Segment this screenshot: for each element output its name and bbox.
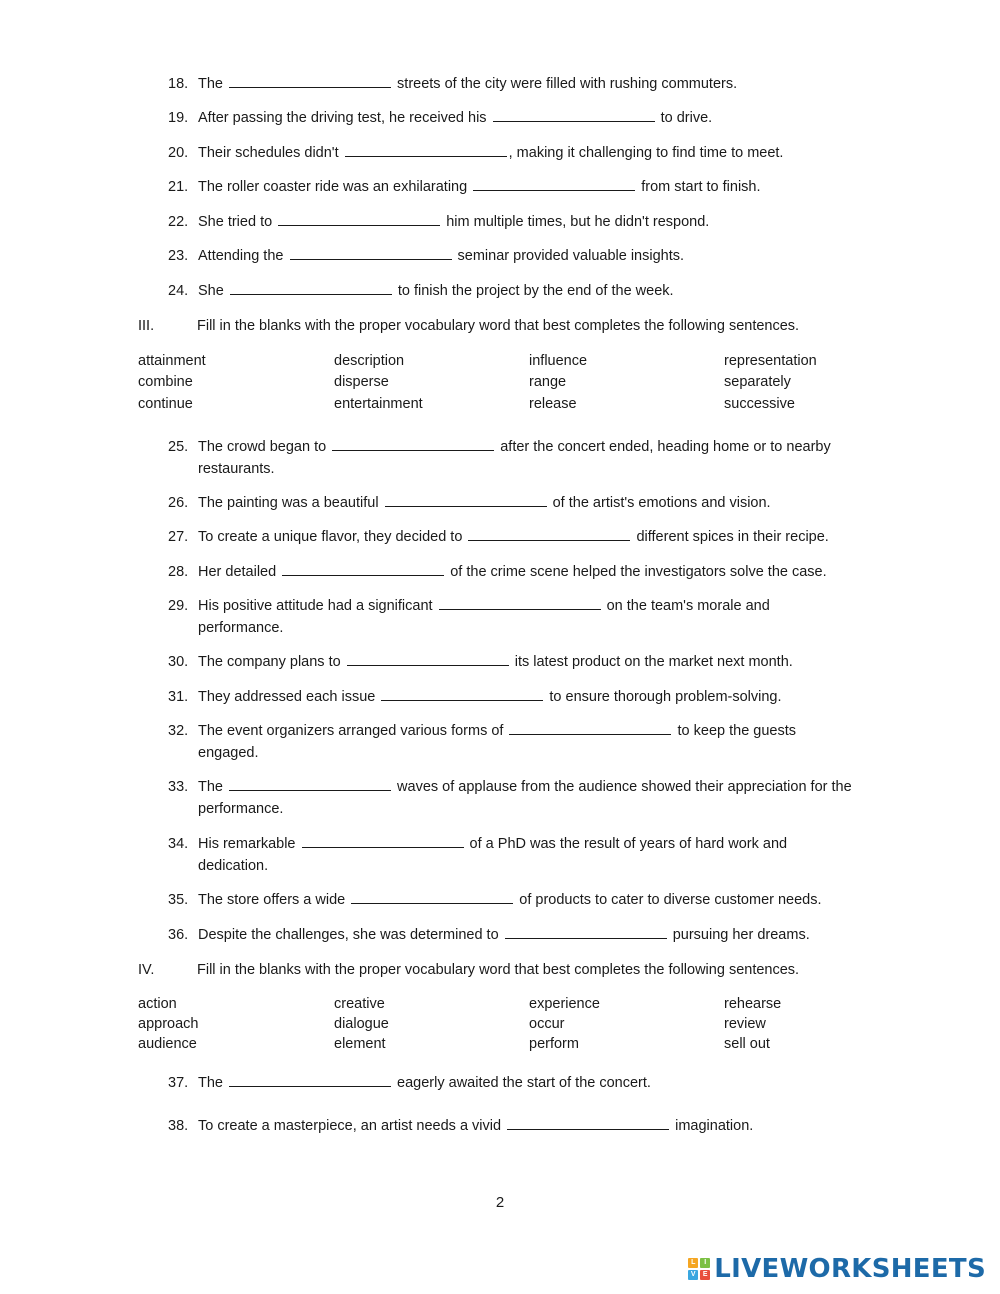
question-33: [168, 777, 858, 820]
answer-blank[interactable]: [473, 177, 635, 191]
answer-blank[interactable]: [290, 246, 452, 260]
question-text-before: The store offers a wide: [198, 892, 350, 908]
word-bank-item: dialogue: [334, 1016, 389, 1032]
logo-tiles-icon: [688, 1258, 710, 1280]
question-text-after: to finish the project by the end of the week.: [393, 283, 674, 299]
answer-blank[interactable]: [381, 687, 543, 701]
question-text-after: to ensure thorough problem-solving.: [545, 689, 782, 705]
question-36: [168, 925, 858, 947]
answer-blank[interactable]: [509, 721, 671, 735]
answer-blank[interactable]: [332, 437, 494, 451]
question-text-after: pursuing her dreams.: [668, 927, 810, 943]
question-24: [168, 281, 858, 303]
question-text-before: The painting was a beautiful: [198, 495, 383, 511]
question-text-before: After passing the driving test, he received his: [198, 110, 491, 126]
question-34: [168, 834, 858, 877]
word-bank-item: review: [724, 1016, 766, 1032]
answer-blank[interactable]: [229, 74, 391, 88]
question-19: [168, 108, 858, 130]
answer-blank[interactable]: [351, 890, 513, 904]
answer-blank[interactable]: [278, 212, 440, 226]
question-text-before: Attending the: [198, 248, 288, 264]
question-number: 28.: [168, 564, 189, 580]
question-text-before: His positive attitude had a significant: [198, 598, 437, 614]
answer-blank[interactable]: [347, 652, 509, 666]
question-30: [168, 652, 858, 674]
word-bank-item: disperse: [334, 374, 389, 390]
logo-tile: L: [688, 1258, 698, 1268]
question-text-before: To create a masterpiece, an artist needs a vivid: [198, 1118, 506, 1134]
question-text-after: of a PhD was the result of years of hard work and dedication.: [198, 836, 788, 874]
logo-tile: V: [688, 1270, 698, 1280]
question-text-before: The: [198, 779, 228, 795]
answer-blank[interactable]: [468, 527, 630, 541]
question-text-before: Her detailed: [198, 564, 281, 580]
page-number: 2: [495, 1194, 505, 1211]
answer-blank[interactable]: [345, 143, 507, 157]
question-text-before: The crowd began to: [198, 439, 331, 455]
question-number: 29.: [168, 598, 189, 614]
question-text-before: The company plans to: [198, 654, 345, 670]
question-text-after: of the crime scene helped the investigators solve the case.: [446, 564, 827, 580]
question-text-before: His remarkable: [198, 836, 300, 852]
question-number: 36.: [168, 927, 189, 943]
question-number: 38.: [168, 1118, 189, 1134]
question-text-after: from start to finish.: [637, 179, 761, 195]
question-26: [168, 493, 858, 515]
question-text-before: Their schedules didn't: [198, 145, 343, 161]
word-bank-item: action: [138, 996, 177, 1012]
word-bank-item: description: [334, 353, 405, 369]
answer-blank[interactable]: [507, 1116, 669, 1130]
question-text-after: its latest product on the market next month.: [510, 654, 793, 670]
question-text-after: eagerly awaited the start of the concert.: [393, 1075, 651, 1091]
answer-blank[interactable]: [282, 562, 444, 576]
question-text-after: after the concert ended, heading home or to nearby restaurants.: [198, 439, 831, 477]
question-29: [168, 596, 858, 639]
question-text-before: They addressed each issue: [198, 689, 380, 705]
answer-blank[interactable]: [505, 925, 667, 939]
question-number: 22.: [168, 214, 189, 230]
question-number: 37.: [168, 1075, 189, 1091]
question-number: 18.: [168, 76, 189, 92]
answer-blank[interactable]: [302, 834, 464, 848]
question-text-after: , making it challenging to find time to meet.: [508, 145, 784, 161]
question-number: 19.: [168, 110, 189, 126]
logo-wordmark: LIVEWORKSHEETS: [714, 1254, 986, 1284]
section-instruction: Fill in the blanks with the proper vocabulary word that best completes the following sentences.: [197, 318, 800, 334]
answer-blank[interactable]: [229, 1073, 391, 1087]
question-text-before: The event organizers arranged various forms of: [198, 723, 508, 739]
word-bank-item: separately: [724, 374, 791, 390]
question-text-after: different spices in their recipe.: [632, 529, 829, 545]
answer-blank[interactable]: [439, 596, 601, 610]
word-bank-item: combine: [138, 374, 193, 390]
question-text-after: streets of the city were filled with rushing commuters.: [393, 76, 738, 92]
question-text-after: him multiple times, but he didn't respond.: [442, 214, 710, 230]
question-text-before: The: [198, 1075, 228, 1091]
question-number: 34.: [168, 836, 189, 852]
question-18: [168, 74, 858, 96]
section-instruction: Fill in the blanks with the proper vocabulary word that best completes the following sentences.: [197, 962, 800, 978]
question-number: 25.: [168, 439, 189, 455]
question-22: [168, 212, 858, 234]
section-numeral: IV.: [138, 962, 155, 978]
question-35: [168, 890, 858, 912]
word-bank-item: attainment: [138, 353, 206, 369]
word-bank-item: perform: [529, 1036, 579, 1052]
question-text-after: to drive.: [656, 110, 713, 126]
question-number: 31.: [168, 689, 189, 705]
word-bank-item: sell out: [724, 1036, 770, 1052]
question-number: 21.: [168, 179, 189, 195]
word-bank-item: experience: [529, 996, 600, 1012]
question-text-before: She: [198, 283, 228, 299]
question-text-before: She tried to: [198, 214, 277, 230]
word-bank-item: influence: [529, 353, 588, 369]
question-number: 33.: [168, 779, 189, 795]
word-bank-item: creative: [334, 996, 385, 1012]
question-23: [168, 246, 858, 268]
question-37: [168, 1073, 858, 1095]
question-text-after: imagination.: [671, 1118, 754, 1134]
question-number: 27.: [168, 529, 189, 545]
question-text-before: The: [198, 76, 228, 92]
question-number: 35.: [168, 892, 189, 908]
question-text-after: of the artist's emotions and vision.: [548, 495, 771, 511]
question-text-after: to keep the guests engaged.: [198, 723, 797, 761]
word-bank-item: range: [529, 374, 567, 390]
question-32: [168, 721, 858, 764]
word-bank-item: continue: [138, 396, 193, 412]
answer-blank[interactable]: [230, 281, 392, 295]
question-text-before: Despite the challenges, she was determined to: [198, 927, 503, 943]
logo-tile: I: [700, 1258, 710, 1268]
question-text-before: The roller coaster ride was an exhilarating: [198, 179, 472, 195]
word-bank-item: entertainment: [334, 396, 423, 412]
section-numeral: III.: [138, 318, 155, 334]
answer-blank[interactable]: [385, 493, 547, 507]
answer-blank[interactable]: [229, 777, 391, 791]
question-number: 23.: [168, 248, 189, 264]
question-text-after: of products to cater to diverse customer needs.: [515, 892, 822, 908]
word-bank-item: element: [334, 1036, 386, 1052]
question-text-after: waves of applause from the audience showed their appreciation for the performance.: [198, 779, 852, 817]
question-27: [168, 527, 858, 549]
word-bank-item: audience: [138, 1036, 197, 1052]
question-number: 30.: [168, 654, 189, 670]
question-20: [168, 143, 858, 165]
logo-tile: E: [700, 1270, 710, 1280]
question-38: [168, 1116, 858, 1138]
word-bank-item: successive: [724, 396, 795, 412]
word-bank-item: representation: [724, 353, 817, 369]
question-number: 20.: [168, 145, 189, 161]
question-number: 26.: [168, 495, 189, 511]
question-text-before: To create a unique flavor, they decided to: [198, 529, 467, 545]
question-text-after: on the team's morale and performance.: [198, 598, 770, 636]
word-bank-item: release: [529, 396, 577, 412]
question-number: 24.: [168, 283, 189, 299]
question-25: [168, 437, 858, 480]
answer-blank[interactable]: [493, 108, 655, 122]
question-31: [168, 687, 858, 709]
question-number: 32.: [168, 723, 189, 739]
word-bank-item: approach: [138, 1016, 199, 1032]
question-28: [168, 562, 858, 584]
word-bank-item: rehearse: [724, 996, 782, 1012]
liveworksheets-logo: [688, 1255, 986, 1283]
word-bank-item: occur: [529, 1016, 565, 1032]
question-text-after: seminar provided valuable insights.: [453, 248, 685, 264]
question-21: [168, 177, 858, 199]
